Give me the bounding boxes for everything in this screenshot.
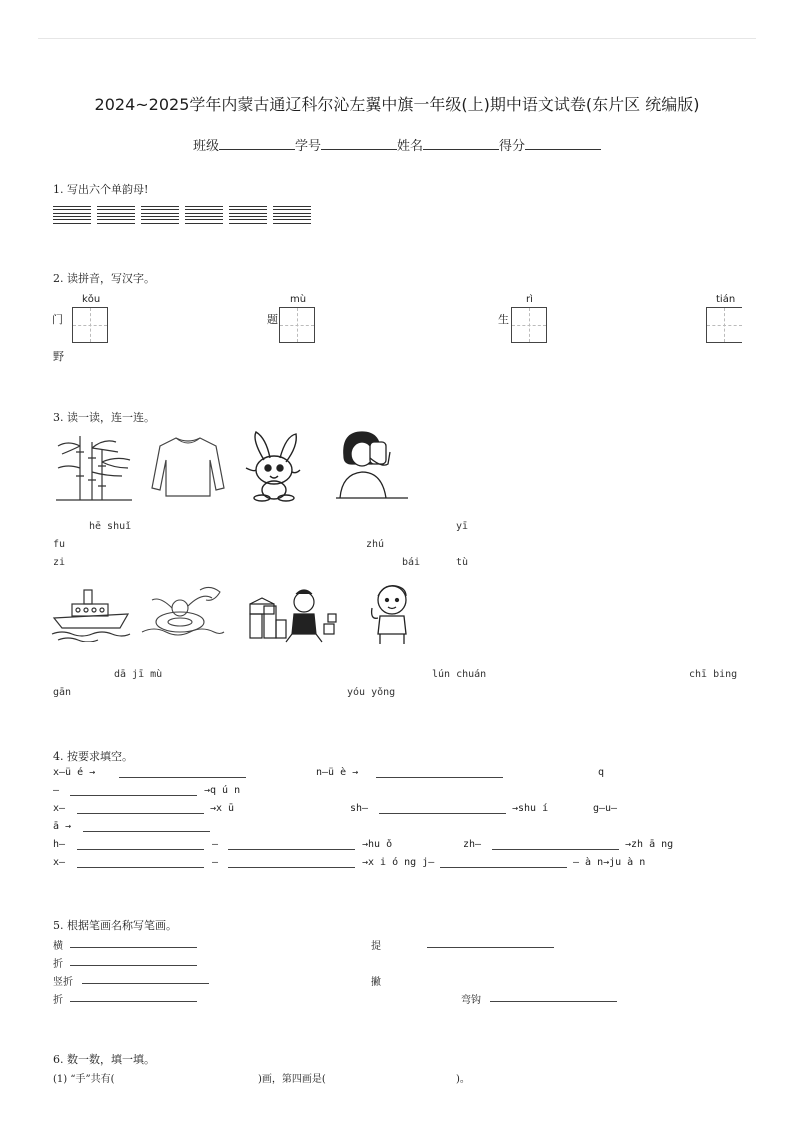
stroke-name: 提 <box>371 941 381 952</box>
exam-title: 2024~2025学年内蒙古通辽科尔沁左翼中旗一年级(上)期中语文试卷(东片区 统编版) <box>94 95 700 114</box>
spelling-prompt: →x ū <box>210 803 235 814</box>
q6-heading: 6. 数一数，填一填。 <box>53 1053 155 1066</box>
swimming-picture <box>140 582 226 642</box>
spelling-prompt: x—ü é → <box>53 767 96 778</box>
word-char: 野 <box>53 350 64 363</box>
spelling-prompt: →hu ǒ <box>362 839 393 850</box>
bamboo-picture <box>52 432 136 502</box>
id-label: 学号 <box>294 139 321 154</box>
stroke-name: 折 <box>53 959 63 970</box>
answer-blank[interactable] <box>77 813 204 814</box>
student-info-row <box>0 135 794 154</box>
four-line-writing-box[interactable] <box>185 206 223 214</box>
pinyin-option[interactable]: zhú <box>366 539 385 550</box>
tian-grid-box[interactable] <box>511 307 547 343</box>
class-label: 班级 <box>192 139 219 154</box>
spelling-prompt: →q ú n <box>204 785 241 796</box>
q6-text: )画，第四画是( <box>258 1074 326 1085</box>
pinyin-option[interactable]: tù <box>456 557 469 568</box>
spelling-prompt: n—ü è → <box>316 767 359 778</box>
spelling-prompt: — <box>212 839 219 850</box>
q3-heading: 3. 读一读，连一连。 <box>53 411 155 424</box>
top-divider <box>38 38 756 39</box>
q6-text: )。 <box>456 1074 470 1085</box>
pinyin-option[interactable]: yī <box>456 521 469 532</box>
pinyin-option[interactable]: zi <box>53 557 66 568</box>
four-line-writing-box[interactable] <box>229 216 267 224</box>
name-blank[interactable] <box>423 137 499 150</box>
spelling-prompt: q <box>598 767 605 778</box>
spelling-prompt: ā → <box>53 821 72 832</box>
four-line-writing-box[interactable] <box>141 216 179 224</box>
pinyin-label: rì <box>526 294 533 305</box>
answer-blank[interactable] <box>492 849 619 850</box>
spelling-prompt: — <box>212 857 219 868</box>
four-line-writing-box[interactable] <box>97 216 135 224</box>
pinyin-option[interactable]: hē shuǐ <box>89 521 132 532</box>
word-char: 门 <box>52 313 63 326</box>
answer-blank[interactable] <box>70 965 197 966</box>
spelling-prompt: — <box>53 785 60 796</box>
spelling-prompt: →shu í <box>512 803 549 814</box>
pinyin-option[interactable]: fu <box>53 539 66 550</box>
stroke-name: 弯钩 <box>461 995 481 1006</box>
score-blank[interactable] <box>525 137 601 150</box>
pinyin-label: kǒu <box>82 294 101 305</box>
answer-blank[interactable] <box>440 867 567 868</box>
answer-blank[interactable] <box>83 831 210 832</box>
girl-drinking-picture <box>332 428 412 500</box>
four-line-writing-box[interactable] <box>273 206 311 214</box>
building-blocks-picture <box>246 584 342 644</box>
four-line-writing-box[interactable] <box>185 216 223 224</box>
spelling-prompt: g—u— <box>593 803 618 814</box>
spelling-prompt: →x i ó ng j— <box>362 857 435 868</box>
word-char: 题 <box>267 313 278 326</box>
tian-grid-box[interactable] <box>279 307 315 343</box>
name-label: 姓名 <box>397 139 424 154</box>
spelling-prompt: — à n→ju à n <box>573 857 646 868</box>
answer-blank[interactable] <box>70 1001 197 1002</box>
answer-blank[interactable] <box>228 867 355 868</box>
pinyin-option[interactable]: dā jī mù <box>114 669 163 680</box>
answer-blank[interactable] <box>228 849 355 850</box>
answer-blank[interactable] <box>427 947 554 948</box>
pinyin-label: mù <box>290 294 307 305</box>
answer-blank[interactable] <box>77 867 204 868</box>
answer-blank[interactable] <box>82 983 209 984</box>
q1-heading: 1. 写出六个单韵母! <box>53 183 149 196</box>
stroke-name: 横 <box>53 941 63 952</box>
spelling-prompt: x— <box>53 857 66 868</box>
spelling-prompt: sh— <box>350 803 369 814</box>
four-line-writing-box[interactable] <box>141 206 179 214</box>
spelling-prompt: zh— <box>463 839 482 850</box>
answer-blank[interactable] <box>490 1001 617 1002</box>
stroke-name: 折 <box>53 995 63 1006</box>
pinyin-label: tián <box>716 294 736 305</box>
tian-grid-box[interactable] <box>72 307 108 343</box>
four-line-writing-box[interactable] <box>273 216 311 224</box>
boy-eating-picture <box>362 582 422 646</box>
class-blank[interactable] <box>219 137 295 150</box>
stroke-name: 撇 <box>371 977 381 988</box>
answer-blank[interactable] <box>70 795 197 796</box>
spelling-prompt: h— <box>53 839 66 850</box>
q2-heading: 2. 读拼音，写汉字。 <box>53 272 155 285</box>
rabbit-picture <box>240 430 310 502</box>
spelling-prompt: →zh ā ng <box>625 839 674 850</box>
four-line-writing-box[interactable] <box>97 206 135 214</box>
answer-blank[interactable] <box>77 849 204 850</box>
answer-blank[interactable] <box>119 777 246 778</box>
four-line-writing-box[interactable] <box>229 206 267 214</box>
q4-heading: 4. 按要求填空。 <box>53 750 133 763</box>
answer-blank[interactable] <box>376 777 503 778</box>
shirt-picture <box>150 436 226 498</box>
four-line-writing-box[interactable] <box>53 216 91 224</box>
answer-blank[interactable] <box>70 947 197 948</box>
pinyin-option[interactable]: chī bing <box>689 669 738 680</box>
word-char: 生 <box>498 313 509 326</box>
pinyin-option[interactable]: lún chuán <box>432 669 487 680</box>
pinyin-option[interactable]: bái <box>402 557 421 568</box>
id-blank[interactable] <box>321 137 397 150</box>
ship-picture <box>50 580 132 642</box>
stroke-name: 竖折 <box>53 977 73 988</box>
four-line-writing-box[interactable] <box>53 206 91 214</box>
answer-blank[interactable] <box>379 813 506 814</box>
pinyin-option[interactable]: yóu yǒng <box>347 687 396 698</box>
q5-heading: 5. 根据笔画名称写笔画。 <box>53 919 177 932</box>
q6-text: (1) “手”共有( <box>53 1074 115 1085</box>
spelling-prompt: x— <box>53 803 66 814</box>
pinyin-option[interactable]: gān <box>53 687 72 698</box>
score-label: 得分 <box>499 139 526 154</box>
tian-grid-box[interactable] <box>706 307 742 343</box>
